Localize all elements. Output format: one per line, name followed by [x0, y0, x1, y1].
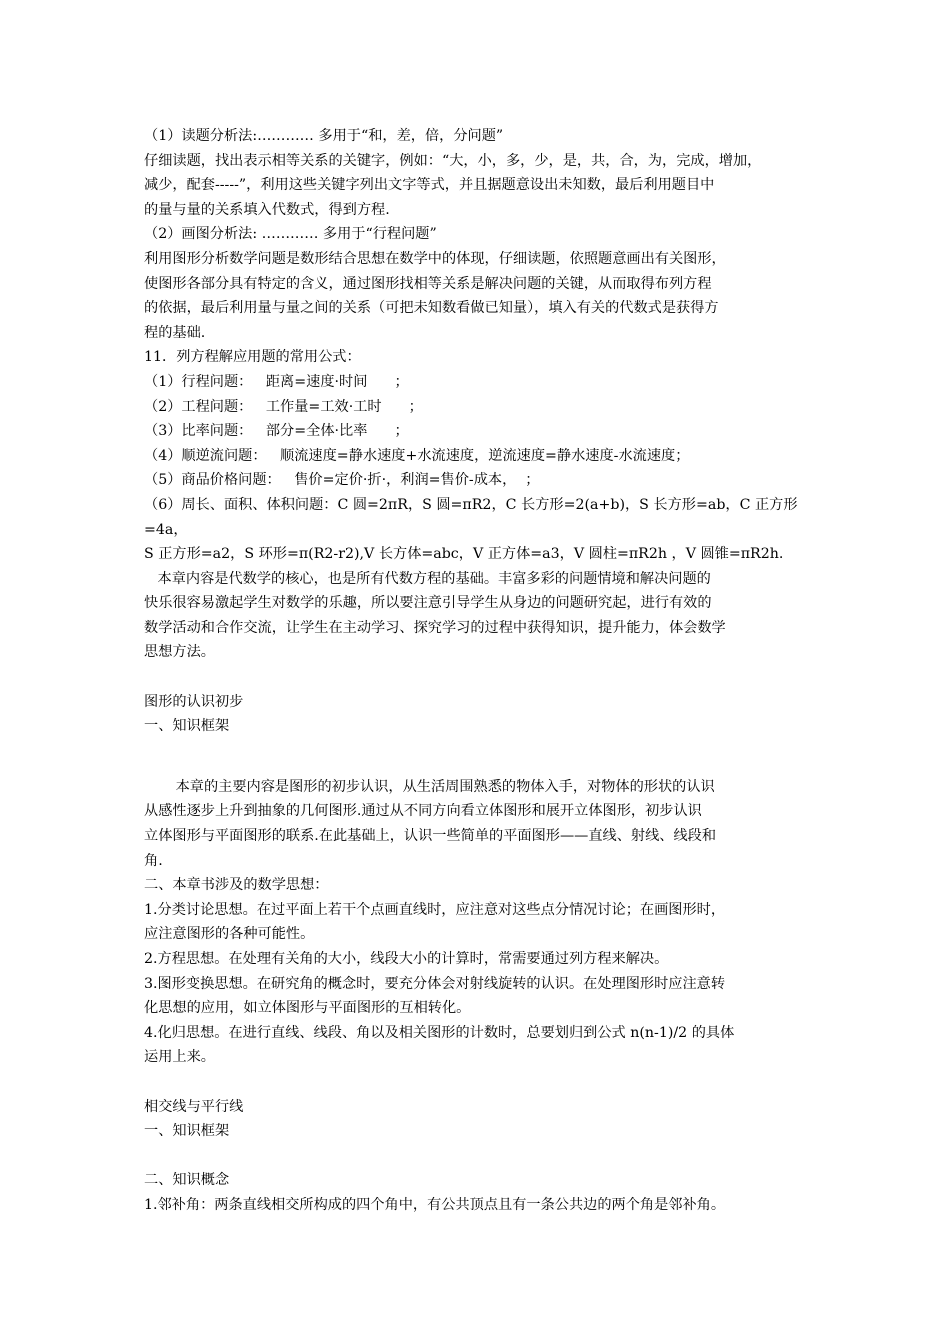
chapter-title: 相交线与平行线: [144, 1098, 244, 1115]
method-2-text: 使图形各部分具有特定的含义，通过图形找相等关系是解决问题的关键，从而取得布列方程: [144, 275, 712, 292]
idea-item: 3.图形变换思想。在研究角的概念时，要充分体会对射线旋转的认识。在处理图形时应注意转: [144, 975, 726, 992]
section-heading: 一、知识框架: [144, 718, 230, 735]
formula-item: S 正方形=a2，S 环形=π(R2-r2),V 长方体=abc，V 正方体=a3，V 圆柱=πR2h ，V 圆锥=πR2h.: [144, 546, 784, 563]
formula-item: （1）行程问题： 距离=速度·时间 ；: [144, 373, 409, 390]
idea-item: 应注意图形的各种可能性。: [144, 926, 315, 943]
idea-item: 1.分类讨论思想。在过平面上若干个点画直线时，应注意对这些点分情况讨论；在画图形时，: [144, 901, 726, 918]
method-1-heading: （1）读题分析法:………… 多用于“和，差，倍，分问题”: [144, 128, 504, 144]
idea-item: 化思想的应用，如立体图形与平面图形的互相转化。: [144, 1000, 471, 1017]
chapter-intro-text: 立体图形与平面图形的联系.在此基础上，认识一些简单的平面图形——直线、射线、线段和: [144, 828, 717, 845]
formula-item: （2）工程问题： 工作量=工效·工时 ；: [144, 398, 423, 415]
method-1-text: 减少，配套-----”，利用这些关键字列出文字等式，并且据题意设出未知数，最后利用题目中: [144, 177, 715, 194]
method-2-text: 的依据，最后利用量与量之间的关系（可把未知数看做已知量），填入有关的代数式是获得方: [144, 300, 719, 317]
section-heading: 一、知识框架: [144, 1123, 230, 1140]
summary-text: 本章内容是代数学的核心，也是所有代数方程的基础。丰富多彩的问题情境和解决问题的: [144, 570, 711, 587]
idea-item: 4.化归思想。在进行直线、线段、角以及相关图形的计数时，总要划归到公式 n(n-1)/2 的具体: [144, 1024, 735, 1041]
section-heading: 二、本章书涉及的数学思想：: [144, 877, 329, 894]
chapter-intro-text: 本章的主要内容是图形的初步认识，从生活周围熟悉的物体入手，对物体的形状的认识: [144, 778, 715, 795]
section-heading: 二、知识概念: [144, 1172, 230, 1189]
formula-item: （3）比率问题： 部分=全体·比率 ；: [144, 423, 409, 440]
summary-text: 思想方法。: [144, 644, 215, 661]
formula-item: （5）商品价格问题： 售价=定价·折·，利润=售价-成本， ；: [144, 472, 540, 489]
idea-item: 2.方程思想。在处理有关角的大小，线段大小的计算时，常需要通过列方程来解决。: [144, 951, 669, 967]
formula-item: =4a，: [144, 521, 188, 538]
chapter-intro-text: 从感性逐步上升到抽象的几何图形.通过从不同方向看立体图形和展开立体图形，初步认识: [144, 803, 702, 820]
method-2-text: 利用图形分析数学问题是数形结合思想在数学中的体现，仔细读题，依照题意画出有关图形，: [144, 250, 726, 267]
method-1-text: 的量与量的关系填入代数式，得到方程.: [144, 201, 390, 218]
summary-text: 数学活动和合作交流，让学生在主动学习、探究学习的过程中获得知识，提升能力，体会数学: [144, 619, 726, 636]
formulas-heading: 11．列方程解应用题的常用公式：: [144, 349, 361, 366]
formula-item: （6）周长、面积、体积问题：C 圆=2πR，S 圆=πR2，C 长方形=2(a+b)，S 长方形=ab，C 正方形: [144, 496, 798, 513]
idea-item: 运用上来。: [144, 1049, 215, 1066]
chapter-title: 图形的认识初步: [144, 693, 244, 710]
chapter-intro-text: 角.: [144, 852, 163, 869]
method-1-text: 仔细读题，找出表示相等关系的关键字，例如：“大，小，多，少，是，共，合，为，完成，增加，: [144, 152, 762, 169]
document-page: [144, 124, 824, 1218]
method-2-text: 程的基础.: [144, 324, 206, 341]
summary-text: 快乐很容易激起学生对数学的乐趣，所以要注意引导学生从身边的问题研究起，进行有效的: [144, 595, 712, 612]
formula-item: （4）顺逆流问题： 顺流速度=静水速度+水流速度，逆流速度=静水速度-水流速度；: [144, 447, 690, 464]
concept-item: 1.邻补角：两条直线相交所构成的四个角中，有公共顶点且有一条公共边的两个角是邻补角。: [144, 1196, 726, 1213]
method-2-heading: （2）画图分析法: ………… 多用于“行程问题”: [144, 226, 437, 243]
